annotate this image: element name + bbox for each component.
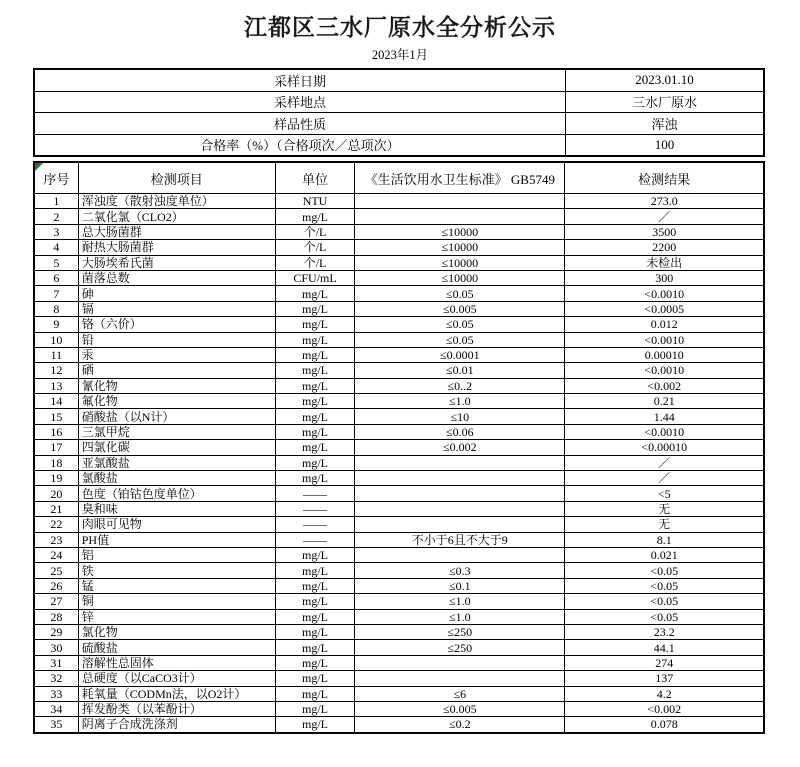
cell-standard: ≤0.06	[355, 424, 565, 439]
cell-standard: ≤0.05	[355, 332, 565, 347]
cell-row-number: 18	[34, 455, 78, 470]
cell-result: <0.05	[565, 563, 764, 578]
cell-standard	[355, 547, 565, 562]
table-row	[34, 501, 764, 516]
cell-row-number: 25	[34, 563, 78, 578]
cell-unit: mg/L	[275, 578, 354, 593]
cell-unit: CFU/mL	[275, 270, 354, 285]
table-row	[34, 240, 764, 255]
cell-row-number: 32	[34, 671, 78, 686]
info-value: 2023.01.10	[565, 69, 764, 91]
cell-row-number: 34	[34, 701, 78, 716]
cell-result: 4.2	[565, 686, 764, 701]
cell-item-name: 阴离子合成洗涤剂	[78, 717, 275, 733]
table-row	[34, 224, 764, 239]
cell-unit: mg/L	[275, 471, 354, 486]
cell-unit: 个/L	[275, 255, 354, 270]
cell-unit: mg/L	[275, 394, 354, 409]
cell-result: 300	[565, 270, 764, 285]
cell-row-number: 33	[34, 686, 78, 701]
cell-standard: ≤250	[355, 640, 565, 655]
info-label: 采样地点	[34, 91, 565, 113]
cell-unit: mg/L	[275, 686, 354, 701]
cell-row-number: 8	[34, 301, 78, 316]
cell-row-number: 10	[34, 332, 78, 347]
cell-standard	[355, 671, 565, 686]
cell-standard: ≤0.005	[355, 701, 565, 716]
cell-row-number: 5	[34, 255, 78, 270]
results-table	[33, 161, 765, 734]
cell-unit: mg/L	[275, 424, 354, 439]
cell-result: ／	[565, 209, 764, 224]
sample-info-body	[34, 69, 764, 156]
cell-result: <0.05	[565, 609, 764, 624]
table-row	[34, 609, 764, 624]
cell-standard: ≤0.002	[355, 440, 565, 455]
cell-standard: ≤0.01	[355, 363, 565, 378]
header-item-name: 检测项目	[78, 162, 275, 194]
cell-unit: mg/L	[275, 209, 354, 224]
table-row	[34, 194, 764, 209]
info-row	[34, 91, 764, 113]
cell-unit: mg/L	[275, 701, 354, 716]
table-row	[34, 701, 764, 716]
table-row	[34, 317, 764, 332]
cell-unit: mg/L	[275, 609, 354, 624]
cell-unit: 个/L	[275, 224, 354, 239]
cell-item-name: 硫酸盐	[78, 640, 275, 655]
cell-result: <0.05	[565, 594, 764, 609]
table-row	[34, 563, 764, 578]
info-row	[34, 134, 764, 156]
cell-standard: ≤250	[355, 624, 565, 639]
table-row	[34, 409, 764, 424]
cell-result: 0.21	[565, 394, 764, 409]
cell-row-number: 15	[34, 409, 78, 424]
cell-unit: mg/L	[275, 640, 354, 655]
results-table-head	[34, 162, 764, 194]
cell-result: <5	[565, 486, 764, 501]
header-result: 检测结果	[565, 162, 764, 194]
cell-standard	[355, 486, 565, 501]
cell-item-name: 耐热大肠菌群	[78, 240, 275, 255]
cell-standard	[355, 209, 565, 224]
table-row	[34, 655, 764, 670]
cell-unit: mg/L	[275, 347, 354, 362]
cell-item-name: 铜	[78, 594, 275, 609]
cell-result: 0.012	[565, 317, 764, 332]
table-row	[34, 455, 764, 470]
cell-item-name: 氰化物	[78, 378, 275, 393]
cell-result: <0.002	[565, 378, 764, 393]
cell-item-name: 总大肠菌群	[78, 224, 275, 239]
table-row	[34, 270, 764, 285]
cell-item-name: 镉	[78, 301, 275, 316]
cell-item-name: 总硬度（以CaCO3计）	[78, 671, 275, 686]
cell-row-number: 23	[34, 532, 78, 547]
cell-row-number: 13	[34, 378, 78, 393]
cell-standard	[355, 455, 565, 470]
cell-row-number: 19	[34, 471, 78, 486]
cell-result: 2200	[565, 240, 764, 255]
cell-unit: mg/L	[275, 655, 354, 670]
cell-standard: ≤1.0	[355, 609, 565, 624]
cell-unit: ——	[275, 517, 354, 532]
cell-row-number: 27	[34, 594, 78, 609]
cell-result: 8.1	[565, 532, 764, 547]
table-row	[34, 594, 764, 609]
cell-result: 0.021	[565, 547, 764, 562]
cell-item-name: 三氯甲烷	[78, 424, 275, 439]
cell-unit: 个/L	[275, 240, 354, 255]
table-row	[34, 440, 764, 455]
cell-standard	[355, 655, 565, 670]
cell-item-name: 溶解性总固体	[78, 655, 275, 670]
cell-item-name: 耗氧量（CODMn法，以O2计）	[78, 686, 275, 701]
table-row	[34, 578, 764, 593]
cell-unit: mg/L	[275, 455, 354, 470]
cell-item-name: 肉眼可见物	[78, 517, 275, 532]
cell-item-name: 臭和味	[78, 501, 275, 516]
cell-standard: ≤6	[355, 686, 565, 701]
cell-unit: mg/L	[275, 409, 354, 424]
table-row	[34, 471, 764, 486]
cell-unit: mg/L	[275, 594, 354, 609]
cell-unit: ——	[275, 501, 354, 516]
info-value: 浑浊	[565, 113, 764, 135]
cell-item-name: 铁	[78, 563, 275, 578]
cell-unit: mg/L	[275, 440, 354, 455]
cell-standard: ≤0.2	[355, 717, 565, 733]
cell-result: <0.0010	[565, 286, 764, 301]
cell-item-name: 氯化物	[78, 624, 275, 639]
table-row	[34, 347, 764, 362]
cell-result: 3500	[565, 224, 764, 239]
cell-result: 1.44	[565, 409, 764, 424]
cell-row-number: 28	[34, 609, 78, 624]
cell-result: <0.0010	[565, 332, 764, 347]
cell-item-name: 汞	[78, 347, 275, 362]
cell-row-number: 24	[34, 547, 78, 562]
results-header-row	[34, 162, 764, 194]
cell-row-number: 22	[34, 517, 78, 532]
cell-standard: ≤0..2	[355, 378, 565, 393]
cell-unit: NTU	[275, 194, 354, 209]
table-row	[34, 301, 764, 316]
cell-row-number: 21	[34, 501, 78, 516]
table-row	[34, 640, 764, 655]
cell-unit: ——	[275, 532, 354, 547]
table-row	[34, 332, 764, 347]
results-table-body	[34, 194, 764, 733]
cell-unit: mg/L	[275, 378, 354, 393]
header-standard: 《生活饮用水卫生标准》 GB5749	[355, 162, 565, 194]
cell-unit: mg/L	[275, 624, 354, 639]
cell-result: 无	[565, 501, 764, 516]
cell-item-name: 铬（六价）	[78, 317, 275, 332]
cell-standard: ≤10000	[355, 255, 565, 270]
cell-standard	[355, 501, 565, 516]
table-row	[34, 363, 764, 378]
cell-result: 无	[565, 517, 764, 532]
cell-standard: ≤0.0001	[355, 347, 565, 362]
cell-result: 23.2	[565, 624, 764, 639]
cell-item-name: 铝	[78, 547, 275, 562]
cell-unit: mg/L	[275, 301, 354, 316]
cell-item-name: 氟化物	[78, 394, 275, 409]
table-row	[34, 378, 764, 393]
cell-row-number: 35	[34, 717, 78, 733]
cell-result: <0.0010	[565, 363, 764, 378]
header-row-number	[34, 162, 78, 194]
table-row	[34, 255, 764, 270]
cell-row-number: 14	[34, 394, 78, 409]
table-row	[34, 717, 764, 733]
page-title: 江都区三水厂原水全分析公示	[244, 14, 556, 40]
cell-standard: ≤10000	[355, 240, 565, 255]
cell-row-number: 9	[34, 317, 78, 332]
cell-row-number: 17	[34, 440, 78, 455]
cell-standard: ≤0.1	[355, 578, 565, 593]
cell-row-number: 29	[34, 624, 78, 639]
cell-standard: ≤10000	[355, 270, 565, 285]
cell-item-name: 二氧化氯（CLO2）	[78, 209, 275, 224]
cell-item-name: 菌落总数	[78, 270, 275, 285]
cell-item-name: 亚氯酸盐	[78, 455, 275, 470]
cell-standard: 不小于6且不大于9	[355, 532, 565, 547]
excel-error-flag-icon	[35, 163, 43, 171]
cell-result: 未检出	[565, 255, 764, 270]
cell-result: 273.0	[565, 194, 764, 209]
table-row	[34, 624, 764, 639]
cell-unit: mg/L	[275, 317, 354, 332]
cell-row-number: 3	[34, 224, 78, 239]
sample-info-table	[33, 68, 765, 157]
cell-row-number: 4	[34, 240, 78, 255]
cell-unit: mg/L	[275, 286, 354, 301]
cell-standard: ≤1.0	[355, 394, 565, 409]
cell-result: 0.078	[565, 717, 764, 733]
cell-result: <0.0010	[565, 424, 764, 439]
info-value: 三水厂原水	[565, 91, 764, 113]
table-row	[34, 394, 764, 409]
table-row	[34, 532, 764, 547]
cell-standard: ≤0.05	[355, 317, 565, 332]
cell-item-name: 硝酸盐（以N计）	[78, 409, 275, 424]
cell-result: 137	[565, 671, 764, 686]
cell-row-number: 6	[34, 270, 78, 285]
cell-standard: ≤0.005	[355, 301, 565, 316]
cell-row-number: 12	[34, 363, 78, 378]
cell-result: 0.00010	[565, 347, 764, 362]
cell-row-number: 7	[34, 286, 78, 301]
cell-row-number: 11	[34, 347, 78, 362]
cell-item-name: 色度（铂钴色度单位）	[78, 486, 275, 501]
cell-standard: ≤10	[355, 409, 565, 424]
cell-standard: ≤10000	[355, 224, 565, 239]
cell-standard	[355, 517, 565, 532]
cell-result: <0.05	[565, 578, 764, 593]
cell-item-name: 铅	[78, 332, 275, 347]
cell-standard: ≤0.3	[355, 563, 565, 578]
cell-item-name: 锰	[78, 578, 275, 593]
cell-item-name: PH值	[78, 532, 275, 547]
cell-unit: mg/L	[275, 363, 354, 378]
cell-row-number: 20	[34, 486, 78, 501]
info-row	[34, 113, 764, 135]
cell-result: <0.0005	[565, 301, 764, 316]
cell-unit: ——	[275, 486, 354, 501]
cell-standard: ≤1.0	[355, 594, 565, 609]
cell-result: <0.00010	[565, 440, 764, 455]
cell-item-name: 硒	[78, 363, 275, 378]
header-unit: 单位	[275, 162, 354, 194]
info-row	[34, 69, 764, 91]
info-label: 合格率（%）（合格项次／总项次）	[34, 134, 565, 156]
table-row	[34, 486, 764, 501]
table-row	[34, 286, 764, 301]
cell-unit: mg/L	[275, 563, 354, 578]
cell-row-number: 1	[34, 194, 78, 209]
cell-result: 274	[565, 655, 764, 670]
cell-row-number: 31	[34, 655, 78, 670]
cell-result: ／	[565, 471, 764, 486]
table-row	[34, 686, 764, 701]
table-row	[34, 424, 764, 439]
cell-unit: mg/L	[275, 332, 354, 347]
info-label: 样品性质	[34, 113, 565, 135]
cell-item-name: 氯酸盐	[78, 471, 275, 486]
cell-row-number: 16	[34, 424, 78, 439]
cell-result: 44.1	[565, 640, 764, 655]
cell-item-name: 挥发酚类（以苯酚计）	[78, 701, 275, 716]
report-month-subtitle: 2023年1月	[371, 48, 429, 62]
cell-standard: ≤0.05	[355, 286, 565, 301]
cell-item-name: 大肠埃希氏菌	[78, 255, 275, 270]
cell-result: ／	[565, 455, 764, 470]
cell-unit: mg/L	[275, 547, 354, 562]
cell-standard	[355, 194, 565, 209]
table-row	[34, 547, 764, 562]
cell-item-name: 砷	[78, 286, 275, 301]
cell-result: <0.002	[565, 701, 764, 716]
cell-standard	[355, 471, 565, 486]
cell-item-name: 锌	[78, 609, 275, 624]
cell-unit: mg/L	[275, 671, 354, 686]
cell-row-number: 2	[34, 209, 78, 224]
cell-row-number: 30	[34, 640, 78, 655]
info-label: 采样日期	[34, 69, 565, 91]
cell-row-number: 26	[34, 578, 78, 593]
header-row-number-label: 序号	[43, 171, 70, 187]
info-value: 100	[565, 134, 764, 156]
cell-item-name: 四氯化碳	[78, 440, 275, 455]
table-row	[34, 209, 764, 224]
table-row	[34, 671, 764, 686]
cell-item-name: 浑浊度（散射浊度单位）	[78, 194, 275, 209]
table-row	[34, 517, 764, 532]
cell-unit: mg/L	[275, 717, 354, 733]
